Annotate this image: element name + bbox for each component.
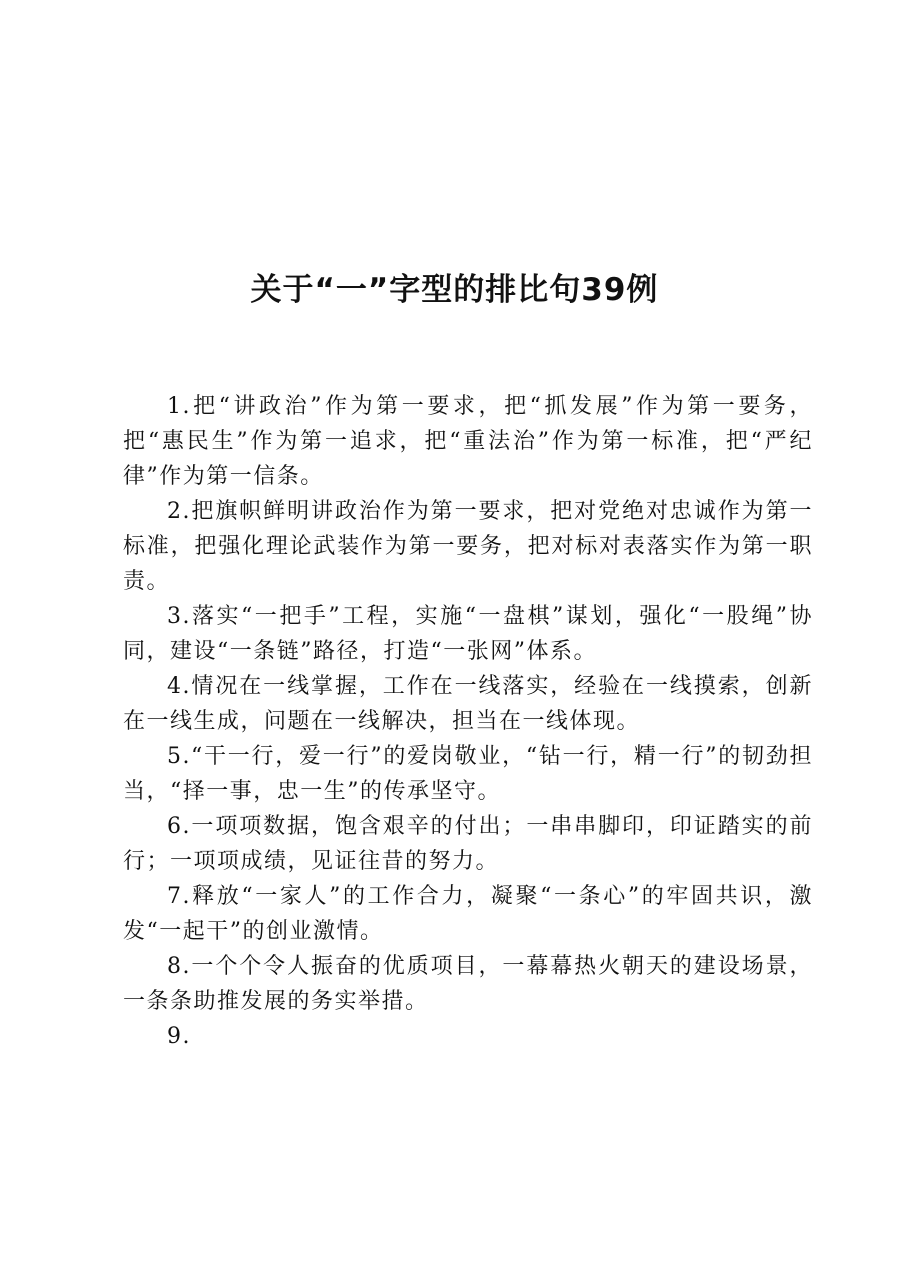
paragraph-1: 1.把“讲政治”作为第一要求，把“抓发展”作为第一要务，把“惠民生”作为第一追求，把“重法治”作为第一标准，把“严纪律”作为第一信条。 <box>123 394 813 489</box>
paragraph-5: 5.“干一行，爱一行”的爱岗敬业，“钻一行，精一行”的韧劲担当，“择一事，忠一生”的传承坚守。 <box>123 744 813 804</box>
paragraph-8: 8.一个个令人振奋的优质项目，一幕幕热火朝天的建设场景，一条条助推发展的务实举措。 <box>123 954 813 1014</box>
paragraph-4: 4.情况在一线掌握，工作在一线落实，经验在一线摸索，创新在一线生成，问题在一线解决，担当在一线体现。 <box>123 674 813 734</box>
paragraph-9: 9. <box>167 1024 191 1049</box>
paragraph-3: 3.落实“一把手”工程，实施“一盘棋”谋划，强化“一股绳”协同，建设“一条链”路径，打造“一张网”体系。 <box>123 604 813 664</box>
document-body <box>123 389 813 1054</box>
paragraph-7: 7.释放“一家人”的工作合力，凝聚“一条心”的牢固共识，激发“一起干”的创业激情。 <box>123 884 813 944</box>
paragraph-2: 2.把旗帜鲜明讲政治作为第一要求，把对党绝对忠诚作为第一标准，把强化理论武装作为第一要务，把对标对表落实作为第一职责。 <box>123 499 813 594</box>
document-title: 关于“一”字型的排比句39例 <box>250 272 659 308</box>
paragraph-6: 6.一项项数据，饱含艰辛的付出；一串串脚印，印证踏实的前行；一项项成绩，见证往昔的努力。 <box>123 814 813 874</box>
